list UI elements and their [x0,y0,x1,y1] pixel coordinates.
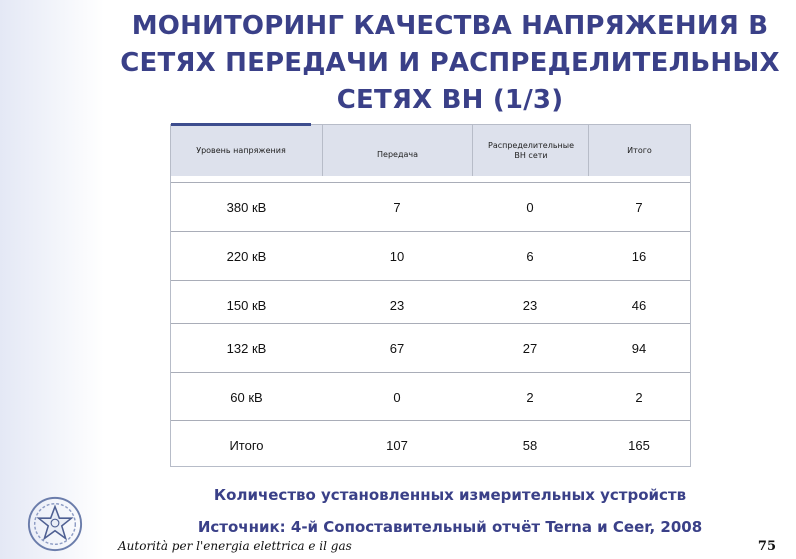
header-transmission: Передача [377,149,418,159]
table-row [171,372,690,421]
cell-transmission: 23 [389,297,405,313]
cell-distribution: 0 [526,199,534,215]
cell-voltage: 150 кВ [226,297,267,313]
cell-voltage: 220 кВ [226,248,267,264]
cell-distribution: 27 [522,340,538,356]
cell-distribution: 6 [526,248,534,264]
table-caption: Количество установленных измерительных устройств [213,486,687,504]
left-gradient-band [0,0,104,559]
table-row [171,182,690,231]
cell-transmission: 7 [393,199,401,215]
cell-voltage: 380 кВ [226,199,267,215]
cell-voltage: 132 кВ [226,340,267,356]
cell-distribution: 58 [522,437,538,453]
title-line: СЕТЯХ ПЕРЕДАЧИ И РАСПРЕДЕЛИТЕЛЬНЫХ [120,48,780,78]
title-line: СЕТЯХ ВН (1/3) [336,85,564,115]
header-divider [472,125,473,176]
cell-voltage: 60 кВ [230,389,263,405]
title-line: МОНИТОРИНГ КАЧЕСТВА НАПРЯЖЕНИЯ В [131,11,769,41]
cell-distribution: 23 [522,297,538,313]
header-total: Итого [627,145,652,155]
footer-organization: Autorità per l'energia elettrica e il gas [118,539,352,553]
table-row [171,280,690,329]
cell-transmission: 0 [393,389,401,405]
cell-total: 16 [631,248,647,264]
cell-distribution: 2 [526,389,534,405]
cell-total: 165 [628,437,650,453]
table-row [171,231,690,280]
cell-transmission: 10 [389,248,405,264]
source-note: Источник: 4-й Сопоставительный отчёт Terna и Ceer, 2008 [197,518,703,536]
header-distribution-hv: Распределительные ВН сети [488,140,574,160]
cell-total: 94 [631,340,647,356]
table-row-total [171,420,690,467]
page-number: 75 [757,539,776,554]
cell-total: 2 [635,389,643,405]
cell-transmission: 67 [389,340,405,356]
table-header [171,125,690,176]
cell-voltage: Итого [229,437,264,453]
cell-transmission: 107 [386,437,408,453]
cell-total: 46 [631,297,647,313]
italian-republic-emblem-icon [26,495,84,553]
table-row [171,323,690,372]
cell-total: 7 [635,199,643,215]
measurement-devices-table [170,124,691,467]
slide-title [104,8,796,119]
header-voltage-level: Уровень напряжения [196,146,286,155]
